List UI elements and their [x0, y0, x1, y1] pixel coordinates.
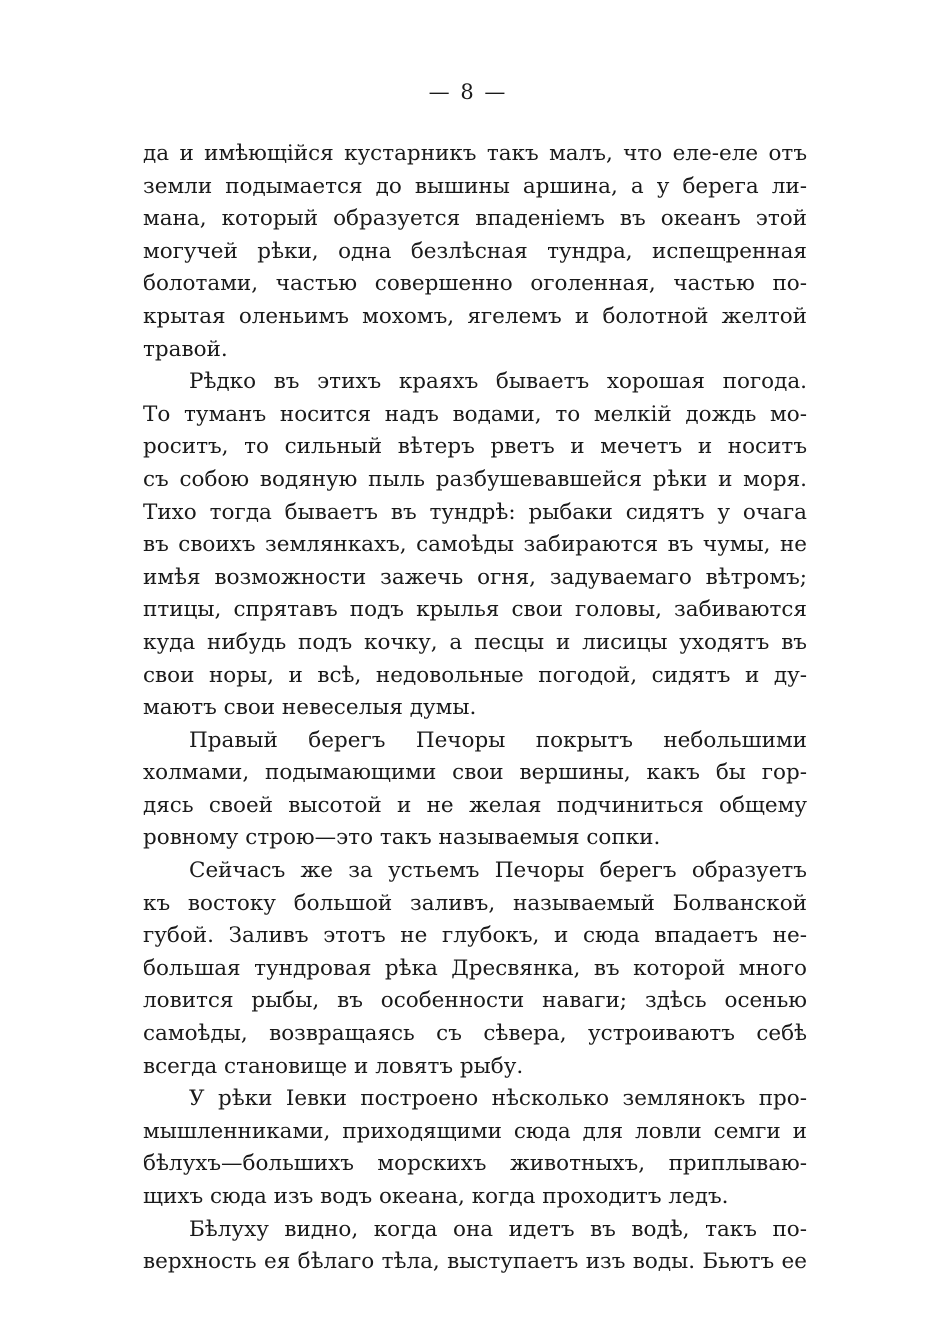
text-line: всегда становище и ловятъ рыбу.: [143, 1053, 524, 1079]
text-line: роситъ, то сильный вѣтеръ рветъ и мечетъ и носитъ: [143, 434, 807, 460]
text-line: ловится рыбы, въ особенности наваги; здѣсь осенью: [143, 988, 807, 1014]
text-line: маютъ свои невеселыя думы.: [143, 695, 477, 721]
text-line: У рѣки Іевки построено нѣсколько землянокъ про-: [189, 1086, 807, 1112]
text-line: Тихо тогда бываетъ въ тундрѣ: рыбаки сидятъ у очага: [143, 499, 807, 525]
text-line: болотами, частью совершенно оголенная, частью по-: [143, 271, 807, 297]
text-line: бѣлухъ—большихъ морскихъ животныхъ, приплываю-: [143, 1151, 807, 1177]
text-line: Рѣдко въ этихъ краяхъ бываетъ хорошая погода.: [189, 369, 807, 395]
text-line: земли подымается до вышины аршина, а у берега ли-: [143, 173, 807, 199]
text-line: въ своихъ землянкахъ, самоѣды забираются въ чумы, не: [143, 532, 807, 558]
body-text: [143, 138, 807, 1279]
text-line: куда нибудь подъ кочку, а песцы и лисицы уходятъ въ: [143, 629, 807, 655]
text-line: Бѣлуху видно, когда она идетъ въ водѣ, такъ по-: [189, 1216, 807, 1242]
text-line: къ востоку большой заливъ, называемый Болванской: [143, 890, 807, 916]
text-line: мышленниками, приходящими сюда для ловли семги и: [143, 1118, 807, 1144]
text-line: самоѣды, возвращаясь съ сѣвера, устроиваютъ себѣ: [143, 1021, 807, 1047]
page-number: — 8 —: [428, 80, 508, 104]
text-line: Правый берегъ Печоры покрытъ небольшими: [189, 727, 807, 753]
text-line: Сейчасъ же за устьемъ Печоры берегъ образуетъ: [189, 858, 807, 884]
text-line: щихъ сюда изъ водъ океана, когда проходитъ ледъ.: [143, 1184, 729, 1209]
text-line: травой.: [143, 336, 228, 362]
text-line: крытая оленьимъ мохомъ, ягелемъ и болотной желтой: [143, 303, 807, 329]
text-line: губой. Заливъ этотъ не глубокъ, и сюда впадаетъ не-: [143, 923, 807, 949]
text-line: съ собою водяную пыль разбушевавшейся рѣки и моря.: [143, 466, 807, 492]
text-line: большая тундровая рѣка Дресвянка, въ которой много: [143, 955, 807, 981]
text-line: да и имѣющійся кустарникъ такъ малъ, что еле-еле отъ: [143, 141, 807, 166]
text-line: птицы, спрятавъ подъ крылья свои головы, забиваются: [143, 597, 807, 623]
text-line: имѣя возможности зажечь огня, задуваемаго вѣтромъ;: [143, 564, 807, 590]
text-line: мана, который образуется впаденіемъ въ океанъ этой: [143, 206, 807, 232]
text-line: ровному строю—это такъ называемыя сопки.: [143, 825, 661, 851]
text-line: То туманъ носится надъ водами, то мелкій дождь мо-: [143, 401, 807, 427]
text-line: холмами, подымающими свои вершины, какъ бы гор-: [143, 760, 807, 786]
text-line: верхность ея бѣлаго тѣла, выступаетъ изъ воды. Бьютъ ее: [143, 1249, 807, 1275]
text-line: могучей рѣки, одна безлѣсная тундра, испещренная: [143, 238, 807, 264]
text-line: свои норы, и всѣ, недовольные погодой, сидятъ и ду-: [143, 662, 807, 688]
text-line: дясь своей высотой и не желая подчиниться общему: [143, 792, 807, 818]
